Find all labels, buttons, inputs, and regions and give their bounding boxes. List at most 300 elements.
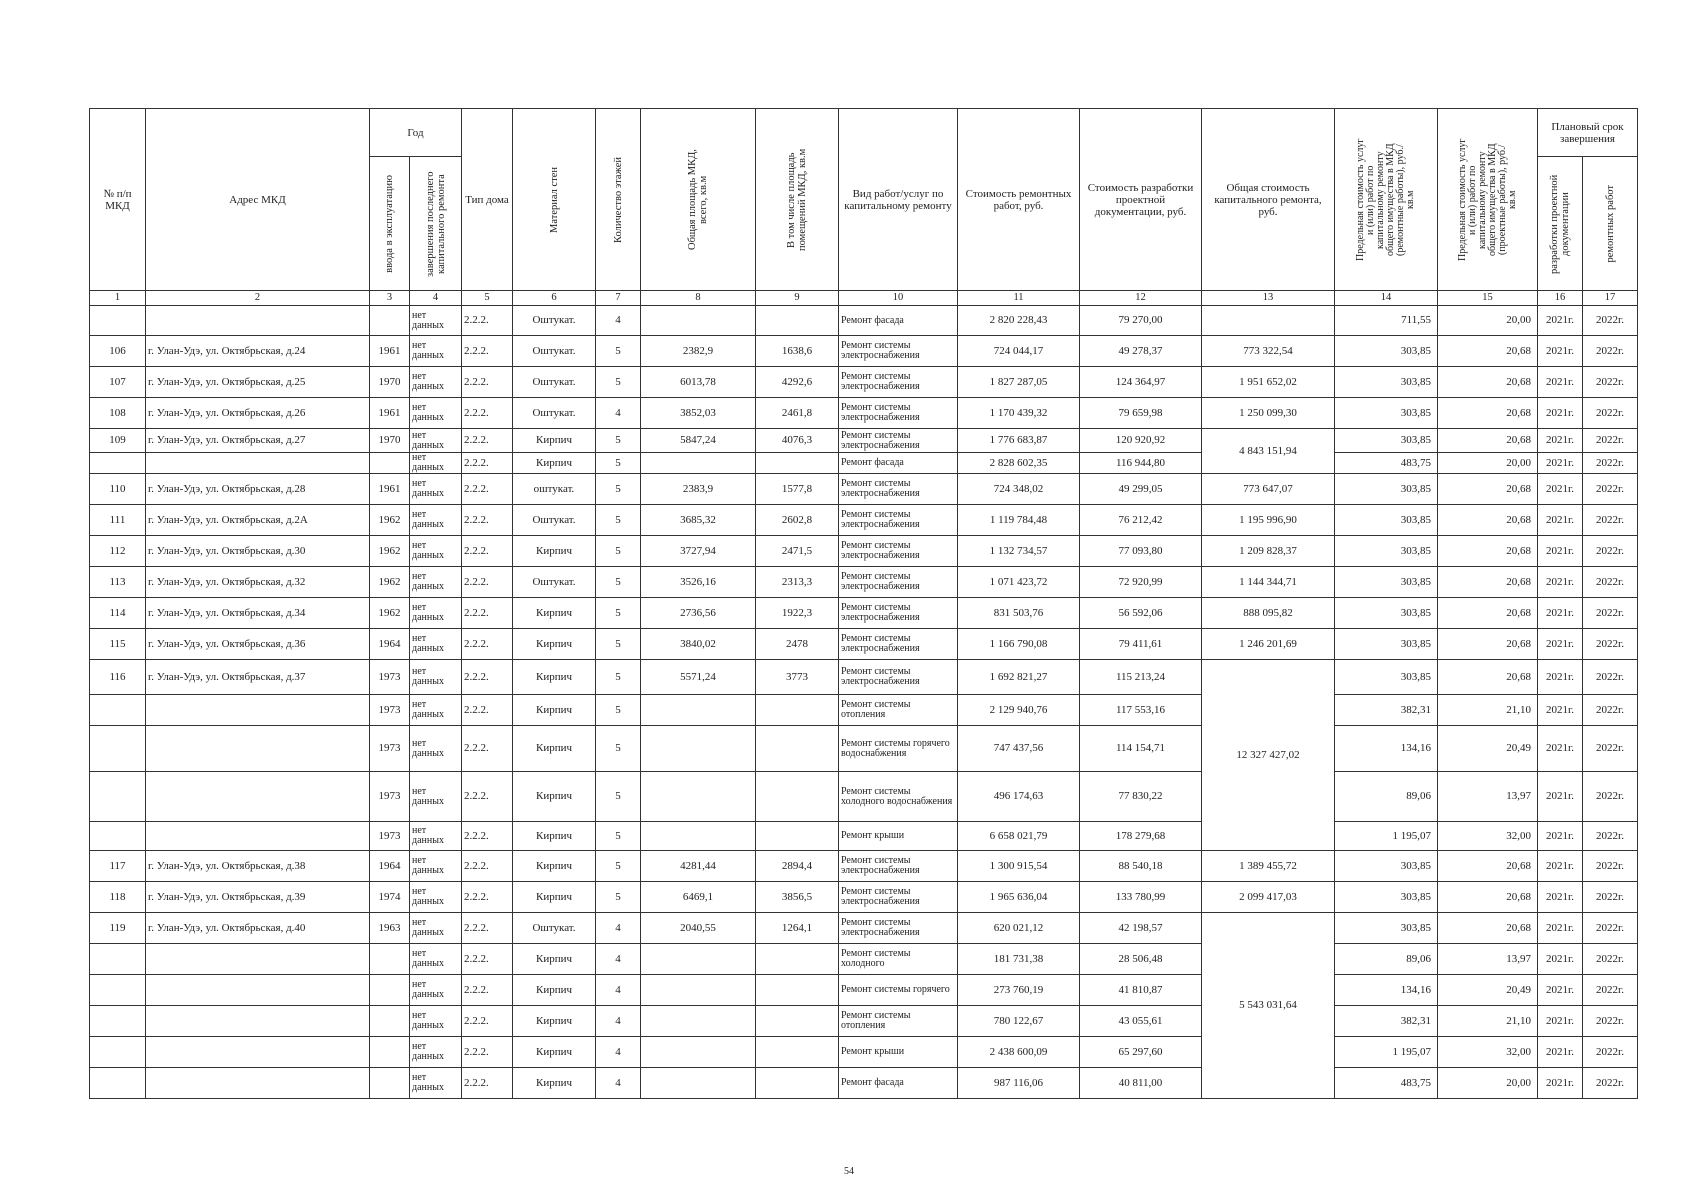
project-cost-cell: 40 811,00 bbox=[1080, 1068, 1202, 1099]
column-number: 13 bbox=[1202, 291, 1335, 306]
last-repair-year-cell: нет данных bbox=[410, 1006, 462, 1037]
premises-area-cell: 2894,4 bbox=[756, 851, 839, 882]
header-total-area bbox=[641, 109, 756, 291]
last-repair-year-cell: нет данных bbox=[410, 772, 462, 822]
repair-cost-cell: 181 731,38 bbox=[958, 944, 1080, 975]
limit-repair-cell: 382,31 bbox=[1335, 1006, 1438, 1037]
premises-area-cell bbox=[756, 944, 839, 975]
address-cell bbox=[146, 306, 370, 336]
floors-cell: 4 bbox=[596, 398, 641, 429]
total-cost-cell: 1 250 099,30 bbox=[1202, 398, 1335, 429]
limit-project-cell: 20,68 bbox=[1438, 536, 1538, 567]
total-area-cell: 6013,78 bbox=[641, 367, 756, 398]
address-cell bbox=[146, 1068, 370, 1099]
project-cost-cell: 178 279,68 bbox=[1080, 822, 1202, 851]
floors-cell: 5 bbox=[596, 536, 641, 567]
limit-project-cell: 20,68 bbox=[1438, 505, 1538, 536]
premises-area-cell bbox=[756, 726, 839, 772]
plan-repair-date-cell: 2022г. bbox=[1583, 453, 1638, 474]
total-area-cell: 2383,9 bbox=[641, 474, 756, 505]
plan-project-date-cell: 2021г. bbox=[1538, 851, 1583, 882]
plan-repair-date-cell: 2022г. bbox=[1583, 367, 1638, 398]
project-cost-cell: 41 810,87 bbox=[1080, 975, 1202, 1006]
project-cost-cell: 133 780,99 bbox=[1080, 882, 1202, 913]
address-cell bbox=[146, 944, 370, 975]
address-cell: г. Улан-Удэ, ул. Октябрьская, д.25 bbox=[146, 367, 370, 398]
limit-repair-cell: 303,85 bbox=[1335, 913, 1438, 944]
limit-repair-cell: 483,75 bbox=[1335, 453, 1438, 474]
address-cell bbox=[146, 1006, 370, 1037]
plan-project-date-cell: 2021г. bbox=[1538, 1006, 1583, 1037]
last-repair-year-cell: нет данных bbox=[410, 398, 462, 429]
total-area-cell: 3852,03 bbox=[641, 398, 756, 429]
last-repair-year-cell: нет данных bbox=[410, 975, 462, 1006]
repair-cost-cell: 1 965 636,04 bbox=[958, 882, 1080, 913]
wall-material-cell: Оштукат. bbox=[513, 505, 596, 536]
row-number-cell: 118 bbox=[90, 882, 146, 913]
limit-project-cell: 20,68 bbox=[1438, 913, 1538, 944]
address-cell bbox=[146, 772, 370, 822]
repair-cost-cell: 1 170 439,32 bbox=[958, 398, 1080, 429]
floors-cell: 5 bbox=[596, 598, 641, 629]
floors-cell: 4 bbox=[596, 1068, 641, 1099]
floors-cell: 4 bbox=[596, 1037, 641, 1068]
wall-material-cell: Кирпич bbox=[513, 975, 596, 1006]
work-type-cell: Ремонт системы электроснабжения bbox=[839, 660, 958, 695]
row-number-cell bbox=[90, 772, 146, 822]
row-number-cell bbox=[90, 1006, 146, 1037]
limit-repair-cell: 134,16 bbox=[1335, 726, 1438, 772]
row-number-cell: 110 bbox=[90, 474, 146, 505]
column-number: 2 bbox=[146, 291, 370, 306]
commission-year-cell: 1962 bbox=[370, 567, 410, 598]
project-cost-cell: 43 055,61 bbox=[1080, 1006, 1202, 1037]
repair-cost-cell: 1 132 734,57 bbox=[958, 536, 1080, 567]
floors-cell: 5 bbox=[596, 629, 641, 660]
total-area-cell bbox=[641, 695, 756, 726]
wall-material-cell: Кирпич bbox=[513, 726, 596, 772]
last-repair-year-cell: нет данных bbox=[410, 822, 462, 851]
header-wall-material bbox=[513, 109, 596, 291]
house-type-cell: 2.2.2. bbox=[462, 367, 513, 398]
commission-year-cell: 1964 bbox=[370, 629, 410, 660]
floors-cell: 5 bbox=[596, 429, 641, 453]
repair-cost-cell: 273 760,19 bbox=[958, 975, 1080, 1006]
house-type-cell: 2.2.2. bbox=[462, 975, 513, 1006]
column-number: 7 bbox=[596, 291, 641, 306]
house-type-cell: 2.2.2. bbox=[462, 944, 513, 975]
commission-year-cell: 1973 bbox=[370, 660, 410, 695]
table-row bbox=[90, 536, 1638, 567]
limit-repair-cell: 89,06 bbox=[1335, 772, 1438, 822]
header-work-type: Вид работ/услуг по капитальному ремонту bbox=[839, 109, 958, 291]
commission-year-cell: 1970 bbox=[370, 429, 410, 453]
repair-cost-cell: 2 828 602,35 bbox=[958, 453, 1080, 474]
header-commission-year bbox=[370, 157, 410, 291]
repair-cost-cell: 2 129 940,76 bbox=[958, 695, 1080, 726]
project-cost-cell: 76 212,42 bbox=[1080, 505, 1202, 536]
limit-repair-cell: 303,85 bbox=[1335, 505, 1438, 536]
total-cost-cell: 1 144 344,71 bbox=[1202, 567, 1335, 598]
house-type-cell: 2.2.2. bbox=[462, 772, 513, 822]
house-type-cell: 2.2.2. bbox=[462, 851, 513, 882]
column-number: 14 bbox=[1335, 291, 1438, 306]
column-number: 5 bbox=[462, 291, 513, 306]
wall-material-cell: Кирпич bbox=[513, 944, 596, 975]
table-row bbox=[90, 772, 1638, 822]
total-area-cell bbox=[641, 822, 756, 851]
total-area-cell bbox=[641, 975, 756, 1006]
last-repair-year-cell: нет данных bbox=[410, 429, 462, 453]
plan-project-date-cell: 2021г. bbox=[1538, 822, 1583, 851]
project-cost-cell: 56 592,06 bbox=[1080, 598, 1202, 629]
last-repair-year-cell: нет данных bbox=[410, 660, 462, 695]
column-number: 11 bbox=[958, 291, 1080, 306]
header-plan-group: Плановый срок завершения bbox=[1538, 109, 1638, 157]
wall-material-cell: Кирпич bbox=[513, 851, 596, 882]
limit-repair-cell: 303,85 bbox=[1335, 598, 1438, 629]
premises-area-cell bbox=[756, 1068, 839, 1099]
limit-repair-cell: 303,85 bbox=[1335, 429, 1438, 453]
premises-area-cell bbox=[756, 822, 839, 851]
project-cost-cell: 28 506,48 bbox=[1080, 944, 1202, 975]
total-area-cell bbox=[641, 944, 756, 975]
plan-repair-date-cell: 2022г. bbox=[1583, 567, 1638, 598]
premises-area-cell bbox=[756, 1006, 839, 1037]
wall-material-cell: Кирпич bbox=[513, 629, 596, 660]
address-cell: г. Улан-Удэ, ул. Октябрьская, д.30 bbox=[146, 536, 370, 567]
row-number-cell bbox=[90, 695, 146, 726]
row-number-cell bbox=[90, 944, 146, 975]
wall-material-cell: Кирпич bbox=[513, 695, 596, 726]
header-premises-area bbox=[756, 109, 839, 291]
floors-cell: 4 bbox=[596, 913, 641, 944]
commission-year-cell bbox=[370, 975, 410, 1006]
repair-cost-cell: 1 827 287,05 bbox=[958, 367, 1080, 398]
total-area-cell bbox=[641, 772, 756, 822]
premises-area-cell bbox=[756, 306, 839, 336]
table-row bbox=[90, 1037, 1638, 1068]
limit-project-cell: 20,68 bbox=[1438, 598, 1538, 629]
floors-cell: 5 bbox=[596, 726, 641, 772]
floors-cell: 5 bbox=[596, 851, 641, 882]
wall-material-cell: Кирпич bbox=[513, 429, 596, 453]
table-row bbox=[90, 598, 1638, 629]
floors-cell: 4 bbox=[596, 306, 641, 336]
wall-material-cell: Кирпич bbox=[513, 598, 596, 629]
work-type-cell: Ремонт системы электроснабжения bbox=[839, 398, 958, 429]
row-number-cell: 106 bbox=[90, 336, 146, 367]
work-type-cell: Ремонт системы электроснабжения bbox=[839, 429, 958, 453]
table-row bbox=[90, 695, 1638, 726]
limit-repair-cell: 483,75 bbox=[1335, 1068, 1438, 1099]
header-floors-text: Количество этажей bbox=[612, 156, 624, 243]
house-type-cell: 2.2.2. bbox=[462, 629, 513, 660]
commission-year-cell: 1961 bbox=[370, 474, 410, 505]
plan-repair-date-cell: 2022г. bbox=[1583, 474, 1638, 505]
column-number: 12 bbox=[1080, 291, 1202, 306]
project-cost-cell: 124 364,97 bbox=[1080, 367, 1202, 398]
table-row bbox=[90, 306, 1638, 336]
work-type-cell: Ремонт системы горячего bbox=[839, 975, 958, 1006]
address-cell: г. Улан-Удэ, ул. Октябрьская, д.34 bbox=[146, 598, 370, 629]
total-cost-cell: 1 389 455,72 bbox=[1202, 851, 1335, 882]
limit-project-cell: 21,10 bbox=[1438, 695, 1538, 726]
work-type-cell: Ремонт системы электроснабжения bbox=[839, 567, 958, 598]
limit-repair-cell: 303,85 bbox=[1335, 660, 1438, 695]
column-number: 3 bbox=[370, 291, 410, 306]
house-type-cell: 2.2.2. bbox=[462, 1037, 513, 1068]
total-area-cell: 5571,24 bbox=[641, 660, 756, 695]
row-number-cell bbox=[90, 975, 146, 1006]
last-repair-year-cell: нет данных bbox=[410, 944, 462, 975]
address-cell: г. Улан-Удэ, ул. Октябрьская, д.40 bbox=[146, 913, 370, 944]
wall-material-cell: Кирпич bbox=[513, 1006, 596, 1037]
commission-year-cell bbox=[370, 453, 410, 474]
total-cost-cell bbox=[1202, 306, 1335, 336]
premises-area-cell: 2478 bbox=[756, 629, 839, 660]
house-type-cell: 2.2.2. bbox=[462, 536, 513, 567]
house-type-cell: 2.2.2. bbox=[462, 598, 513, 629]
repair-cost-cell: 780 122,67 bbox=[958, 1006, 1080, 1037]
project-cost-cell: 72 920,99 bbox=[1080, 567, 1202, 598]
house-type-cell: 2.2.2. bbox=[462, 726, 513, 772]
last-repair-year-cell: нет данных bbox=[410, 567, 462, 598]
column-number: 17 bbox=[1583, 291, 1638, 306]
premises-area-cell bbox=[756, 975, 839, 1006]
repair-cost-cell: 1 776 683,87 bbox=[958, 429, 1080, 453]
table-row bbox=[90, 944, 1638, 975]
wall-material-cell: Оштукат. bbox=[513, 306, 596, 336]
limit-project-cell: 20,68 bbox=[1438, 474, 1538, 505]
wall-material-cell: Кирпич bbox=[513, 1068, 596, 1099]
table-body bbox=[90, 306, 1638, 1099]
plan-project-date-cell: 2021г. bbox=[1538, 505, 1583, 536]
header-plan-repair bbox=[1583, 157, 1638, 291]
project-cost-cell: 88 540,18 bbox=[1080, 851, 1202, 882]
plan-project-date-cell: 2021г. bbox=[1538, 567, 1583, 598]
plan-project-date-cell: 2021г. bbox=[1538, 629, 1583, 660]
premises-area-cell: 1264,1 bbox=[756, 913, 839, 944]
limit-repair-cell: 134,16 bbox=[1335, 975, 1438, 1006]
plan-repair-date-cell: 2022г. bbox=[1583, 306, 1638, 336]
limit-repair-cell: 303,85 bbox=[1335, 882, 1438, 913]
repair-cost-cell: 496 174,63 bbox=[958, 772, 1080, 822]
limit-project-cell: 20,68 bbox=[1438, 336, 1538, 367]
plan-project-date-cell: 2021г. bbox=[1538, 536, 1583, 567]
wall-material-cell: Кирпич bbox=[513, 660, 596, 695]
work-type-cell: Ремонт системы электроснабжения bbox=[839, 505, 958, 536]
commission-year-cell: 1970 bbox=[370, 367, 410, 398]
wall-material-cell: Оштукат. bbox=[513, 398, 596, 429]
total-area-cell: 5847,24 bbox=[641, 429, 756, 453]
work-type-cell: Ремонт системы холодного водоснабжения bbox=[839, 772, 958, 822]
address-cell: г. Улан-Удэ, ул. Октябрьская, д.36 bbox=[146, 629, 370, 660]
repair-cost-cell: 724 044,17 bbox=[958, 336, 1080, 367]
premises-area-cell: 3773 bbox=[756, 660, 839, 695]
limit-repair-cell: 303,85 bbox=[1335, 474, 1438, 505]
last-repair-year-cell: нет данных bbox=[410, 536, 462, 567]
house-type-cell: 2.2.2. bbox=[462, 660, 513, 695]
floors-cell: 5 bbox=[596, 660, 641, 695]
work-type-cell: Ремонт системы электроснабжения bbox=[839, 367, 958, 398]
table-row bbox=[90, 822, 1638, 851]
plan-project-date-cell: 2021г. bbox=[1538, 474, 1583, 505]
project-cost-cell: 77 093,80 bbox=[1080, 536, 1202, 567]
work-type-cell: Ремонт фасада bbox=[839, 453, 958, 474]
limit-project-cell: 20,68 bbox=[1438, 629, 1538, 660]
address-cell bbox=[146, 726, 370, 772]
premises-area-cell bbox=[756, 453, 839, 474]
header-plan-repair-text: ремонтных работ bbox=[1604, 184, 1616, 263]
table-row bbox=[90, 851, 1638, 882]
header-plan-project bbox=[1538, 157, 1583, 291]
project-cost-cell: 116 944,80 bbox=[1080, 453, 1202, 474]
premises-area-cell bbox=[756, 695, 839, 726]
floors-cell: 5 bbox=[596, 695, 641, 726]
row-number-cell bbox=[90, 306, 146, 336]
column-number-row bbox=[90, 291, 1638, 306]
last-repair-year-cell: нет данных bbox=[410, 336, 462, 367]
limit-project-cell: 20,68 bbox=[1438, 367, 1538, 398]
column-number: 8 bbox=[641, 291, 756, 306]
total-area-cell bbox=[641, 1037, 756, 1068]
total-area-cell bbox=[641, 726, 756, 772]
floors-cell: 5 bbox=[596, 367, 641, 398]
plan-project-date-cell: 2021г. bbox=[1538, 975, 1583, 1006]
floors-cell: 5 bbox=[596, 474, 641, 505]
table-row bbox=[90, 505, 1638, 536]
limit-repair-cell: 1 195,07 bbox=[1335, 822, 1438, 851]
total-area-cell: 2736,56 bbox=[641, 598, 756, 629]
address-cell: г. Улан-Удэ, ул. Октябрьская, д.39 bbox=[146, 882, 370, 913]
row-number-cell: 119 bbox=[90, 913, 146, 944]
limit-repair-cell: 303,85 bbox=[1335, 567, 1438, 598]
last-repair-year-cell: нет данных bbox=[410, 453, 462, 474]
commission-year-cell: 1973 bbox=[370, 822, 410, 851]
project-cost-cell: 79 270,00 bbox=[1080, 306, 1202, 336]
last-repair-year-cell: нет данных bbox=[410, 1037, 462, 1068]
page-number: 54 bbox=[844, 1166, 854, 1177]
limit-project-cell: 32,00 bbox=[1438, 822, 1538, 851]
project-cost-cell: 79 659,98 bbox=[1080, 398, 1202, 429]
total-area-cell bbox=[641, 306, 756, 336]
limit-repair-cell: 382,31 bbox=[1335, 695, 1438, 726]
limit-repair-cell: 303,85 bbox=[1335, 398, 1438, 429]
table-row bbox=[90, 726, 1638, 772]
house-type-cell: 2.2.2. bbox=[462, 336, 513, 367]
plan-repair-date-cell: 2022г. bbox=[1583, 913, 1638, 944]
row-number-cell bbox=[90, 453, 146, 474]
work-type-cell: Ремонт системы отопления bbox=[839, 1006, 958, 1037]
work-type-cell: Ремонт системы электроснабжения bbox=[839, 882, 958, 913]
work-type-cell: Ремонт крыши bbox=[839, 822, 958, 851]
house-type-cell: 2.2.2. bbox=[462, 306, 513, 336]
commission-year-cell bbox=[370, 944, 410, 975]
premises-area-cell bbox=[756, 1037, 839, 1068]
repair-cost-cell: 2 438 600,09 bbox=[958, 1037, 1080, 1068]
work-type-cell: Ремонт системы электроснабжения bbox=[839, 851, 958, 882]
plan-repair-date-cell: 2022г. bbox=[1583, 505, 1638, 536]
limit-project-cell: 20,68 bbox=[1438, 660, 1538, 695]
floors-cell: 4 bbox=[596, 975, 641, 1006]
commission-year-cell bbox=[370, 1037, 410, 1068]
project-cost-cell: 117 553,16 bbox=[1080, 695, 1202, 726]
work-type-cell: Ремонт системы электроснабжения bbox=[839, 598, 958, 629]
plan-repair-date-cell: 2022г. bbox=[1583, 772, 1638, 822]
repair-cost-cell: 831 503,76 bbox=[958, 598, 1080, 629]
limit-repair-cell: 303,85 bbox=[1335, 336, 1438, 367]
wall-material-cell: оштукат. bbox=[513, 474, 596, 505]
wall-material-cell: Оштукат. bbox=[513, 567, 596, 598]
column-number: 15 bbox=[1438, 291, 1538, 306]
row-number-cell: 108 bbox=[90, 398, 146, 429]
row-number-cell: 109 bbox=[90, 429, 146, 453]
total-cost-cell: 1 195 996,90 bbox=[1202, 505, 1335, 536]
limit-project-cell: 32,00 bbox=[1438, 1037, 1538, 1068]
limit-project-cell: 13,97 bbox=[1438, 772, 1538, 822]
last-repair-year-cell: нет данных bbox=[410, 913, 462, 944]
column-number: 4 bbox=[410, 291, 462, 306]
limit-project-cell: 13,97 bbox=[1438, 944, 1538, 975]
table-row bbox=[90, 398, 1638, 429]
header-total-cost: Общая стоимость капитального ремонта, руб. bbox=[1202, 109, 1335, 291]
house-type-cell: 2.2.2. bbox=[462, 1006, 513, 1037]
premises-area-cell: 1638,6 bbox=[756, 336, 839, 367]
commission-year-cell: 1973 bbox=[370, 772, 410, 822]
limit-project-cell: 20,00 bbox=[1438, 453, 1538, 474]
premises-area-cell: 2602,8 bbox=[756, 505, 839, 536]
project-cost-cell: 65 297,60 bbox=[1080, 1037, 1202, 1068]
header-address: Адрес МКД bbox=[146, 109, 370, 291]
row-number-cell bbox=[90, 822, 146, 851]
wall-material-cell: Кирпич bbox=[513, 822, 596, 851]
column-number: 6 bbox=[513, 291, 596, 306]
floors-cell: 5 bbox=[596, 567, 641, 598]
header-num: № п/п МКД bbox=[90, 109, 146, 291]
column-number: 1 bbox=[90, 291, 146, 306]
total-cost-cell: 4 843 151,94 bbox=[1202, 429, 1335, 474]
work-type-cell: Ремонт системы электроснабжения bbox=[839, 629, 958, 660]
address-cell bbox=[146, 1037, 370, 1068]
work-type-cell: Ремонт системы электроснабжения bbox=[839, 536, 958, 567]
limit-repair-cell: 303,85 bbox=[1335, 851, 1438, 882]
commission-year-cell bbox=[370, 1068, 410, 1099]
floors-cell: 5 bbox=[596, 772, 641, 822]
limit-project-cell: 20,49 bbox=[1438, 726, 1538, 772]
limit-project-cell: 20,00 bbox=[1438, 1068, 1538, 1099]
floors-cell: 5 bbox=[596, 336, 641, 367]
table-row bbox=[90, 336, 1638, 367]
premises-area-cell: 2471,5 bbox=[756, 536, 839, 567]
premises-area-cell: 1577,8 bbox=[756, 474, 839, 505]
table-row bbox=[90, 660, 1638, 695]
header-limit-repair-text: Предельная стоимость услуг и (или) работ по капитальному ремонту общего имущества в МКД (ремонтные работы), руб./кв.м bbox=[1355, 138, 1416, 261]
header-last-repair-year-text: завершения последнего капитального ремонта bbox=[424, 170, 447, 277]
plan-repair-date-cell: 2022г. bbox=[1583, 975, 1638, 1006]
address-cell: г. Улан-Удэ, ул. Октябрьская, д.38 bbox=[146, 851, 370, 882]
commission-year-cell: 1962 bbox=[370, 505, 410, 536]
table-row bbox=[90, 882, 1638, 913]
total-area-cell: 2040,55 bbox=[641, 913, 756, 944]
address-cell: г. Улан-Удэ, ул. Октябрьская, д.28 bbox=[146, 474, 370, 505]
table-row bbox=[90, 429, 1638, 453]
row-number-cell: 116 bbox=[90, 660, 146, 695]
commission-year-cell: 1961 bbox=[370, 336, 410, 367]
address-cell: г. Улан-Удэ, ул. Октябрьская, д.27 bbox=[146, 429, 370, 453]
project-cost-cell: 49 278,37 bbox=[1080, 336, 1202, 367]
repair-cost-cell: 2 820 228,43 bbox=[958, 306, 1080, 336]
